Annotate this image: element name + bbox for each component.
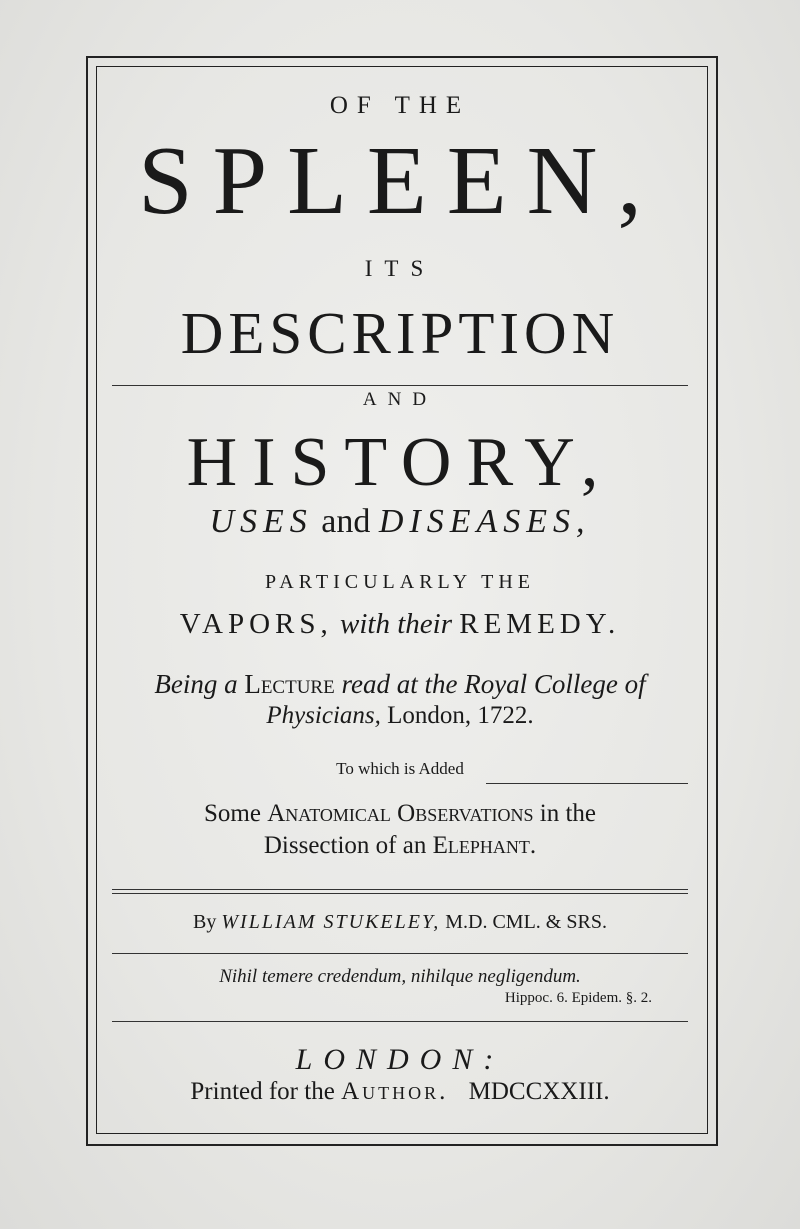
addition-dissection-line xyxy=(0,832,800,860)
title-with-their: with their xyxy=(340,608,452,640)
lecture-word: Lecture xyxy=(244,669,335,699)
rule-under-description xyxy=(112,385,688,386)
lecture-being-a: Being a xyxy=(154,669,238,699)
imprint-printed-for: Printed for the xyxy=(190,1078,335,1105)
motto-text: Nihil temere credendum, nihilque negligendum. xyxy=(219,966,581,987)
motto-source: Hippoc. 6. Epidem. §. 2. xyxy=(504,990,652,1006)
lecture-physicians: Physicians, xyxy=(266,702,381,729)
imprint-city: LONDON: xyxy=(295,1043,505,1076)
imprint-author: Author. xyxy=(341,1078,449,1105)
title-uses-and-diseases xyxy=(0,503,800,541)
author-by: By xyxy=(193,911,217,933)
author-name: WILLIAM STUKELEY, xyxy=(221,911,441,933)
imprint-year: MDCCXXIII. xyxy=(468,1078,610,1105)
title-particularly: PARTICULARLY THE xyxy=(265,571,535,593)
rule-above-motto xyxy=(112,953,688,954)
title-history: HISTORY, xyxy=(186,424,614,501)
addition-anatomical: Anatomical Observations xyxy=(267,800,534,827)
title-diseases: DISEASES, xyxy=(378,503,591,540)
lecture-read-at: read at the Royal College of xyxy=(341,669,646,699)
title-and: AND xyxy=(362,389,438,410)
rule-after-added xyxy=(486,783,688,784)
title-its: ITS xyxy=(364,256,436,281)
title-vapors-remedy xyxy=(0,608,800,641)
addition-some: Some xyxy=(204,800,261,827)
title-vapors: VAPORS, xyxy=(179,608,333,640)
rule-above-author-1 xyxy=(112,889,688,890)
lecture-london-year: London, 1722. xyxy=(387,702,534,729)
rule-above-imprint xyxy=(112,1021,688,1022)
addition-dissection: Dissection of an xyxy=(263,832,427,859)
addition-elephant: Elephant. xyxy=(432,832,537,859)
lecture-location-line xyxy=(0,702,800,730)
title-spleen: SPLEEN, xyxy=(138,127,662,235)
author-line xyxy=(0,911,800,934)
title-of-the: OF THE xyxy=(329,92,471,119)
addition-in-the: in the xyxy=(539,800,596,827)
title-description: DESCRIPTION xyxy=(180,300,620,366)
imprint-line xyxy=(0,1078,800,1106)
title-uses: USES xyxy=(209,503,313,540)
author-credentials: M.D. CML. & SRS. xyxy=(445,911,607,933)
title-and-lower: and xyxy=(321,503,371,540)
addition-observations-line xyxy=(0,800,800,828)
addition-intro: To which is Added xyxy=(336,759,464,778)
lecture-line xyxy=(0,669,800,700)
rule-above-author-2 xyxy=(112,893,688,894)
title-remedy: REMEDY. xyxy=(459,608,621,640)
